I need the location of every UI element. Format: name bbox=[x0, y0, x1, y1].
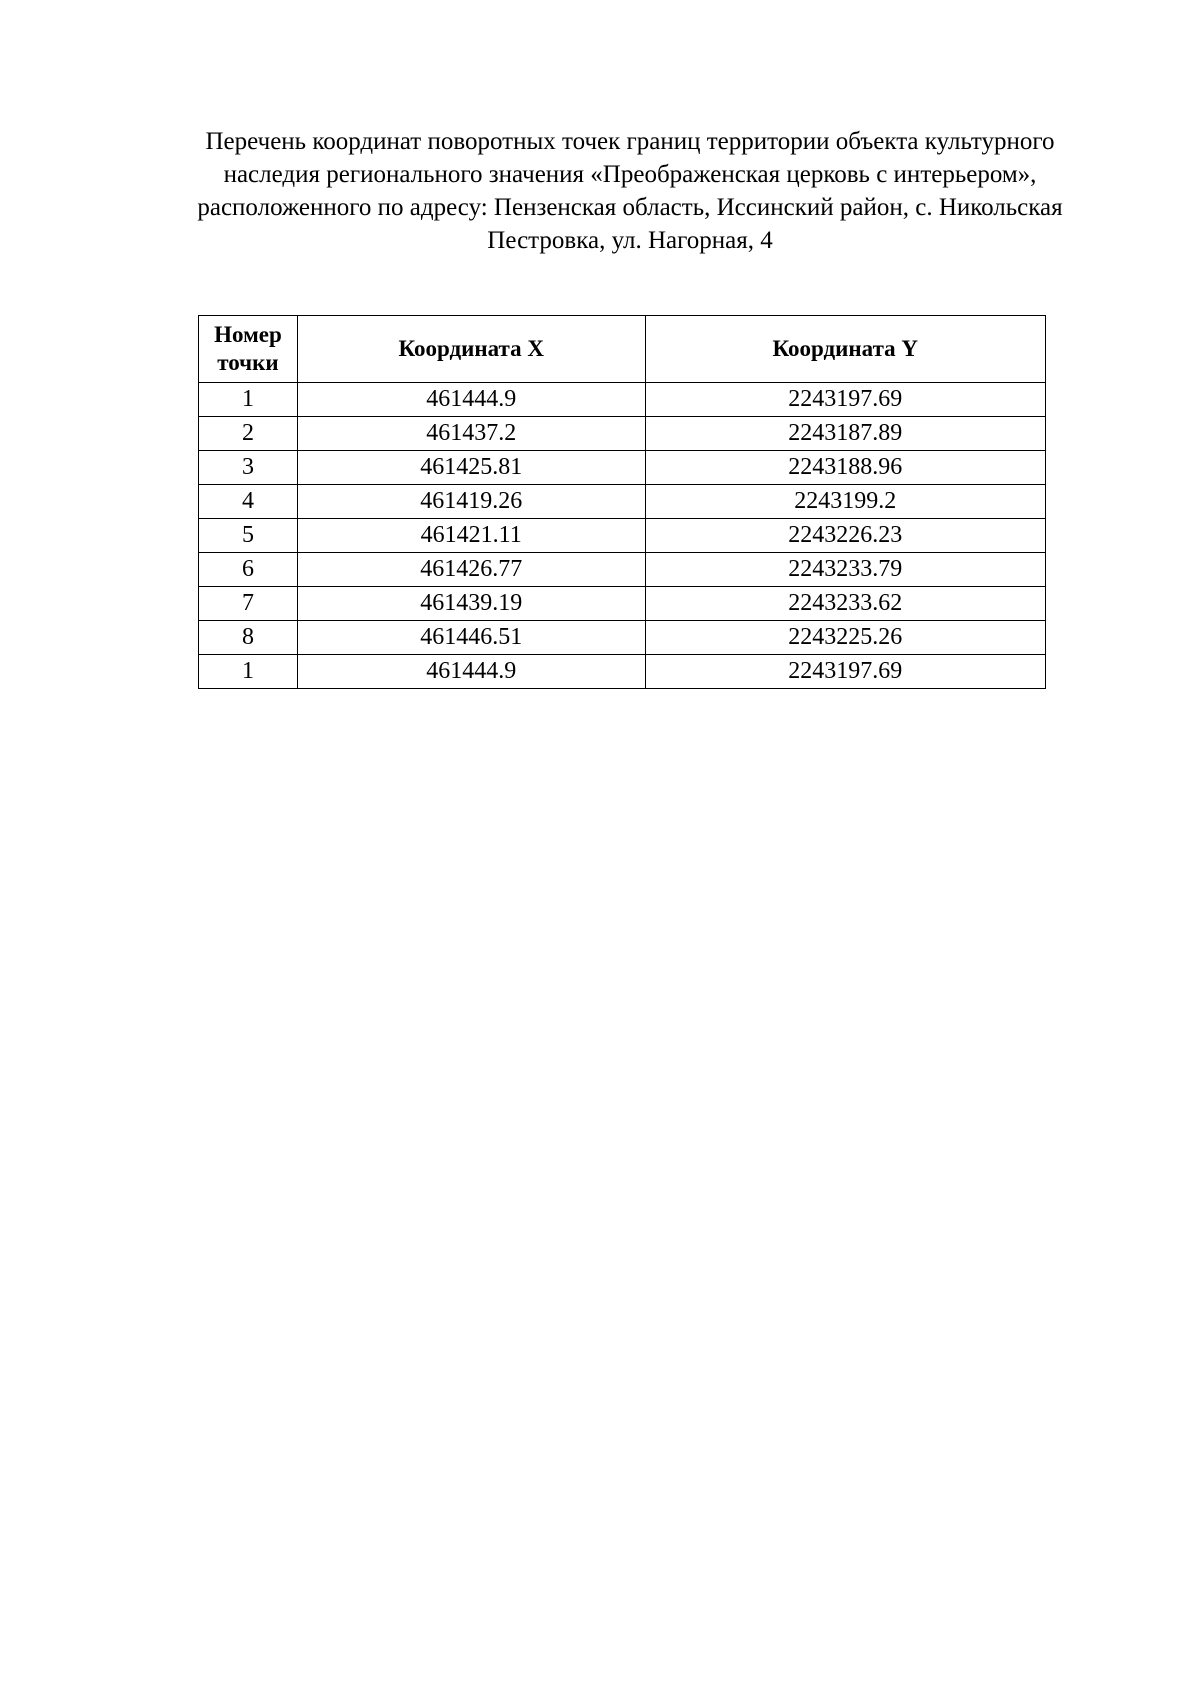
header-point-number-line2: точки bbox=[217, 350, 279, 375]
cell-coordinate-x: 461426.77 bbox=[297, 553, 645, 587]
cell-coordinate-x: 461444.9 bbox=[297, 655, 645, 689]
header-point-number bbox=[199, 316, 298, 383]
cell-coordinate-x: 461446.51 bbox=[297, 621, 645, 655]
cell-coordinate-x: 461421.11 bbox=[297, 519, 645, 553]
table-row bbox=[199, 417, 1046, 451]
title-line-3: расположенного по адресу: Пензенская область, Иссинский район, с. Никольская bbox=[197, 194, 1063, 221]
cell-point-number: 8 bbox=[199, 621, 298, 655]
cell-point-number: 6 bbox=[199, 553, 298, 587]
cell-point-number: 5 bbox=[199, 519, 298, 553]
cell-coordinate-y: 2243226.23 bbox=[645, 519, 1045, 553]
cell-coordinate-y: 2243187.89 bbox=[645, 417, 1045, 451]
header-point-number-line1: Номер bbox=[214, 322, 282, 347]
header-coordinate-y: Координата Y bbox=[645, 316, 1045, 383]
cell-coordinate-y: 2243233.79 bbox=[645, 553, 1045, 587]
cell-coordinate-x: 461419.26 bbox=[297, 485, 645, 519]
title-line-4: Пестровка, ул. Нагорная, 4 bbox=[487, 227, 773, 254]
cell-point-number: 7 bbox=[199, 587, 298, 621]
table-row bbox=[199, 485, 1046, 519]
cell-point-number: 3 bbox=[199, 451, 298, 485]
table-row bbox=[199, 451, 1046, 485]
cell-coordinate-y: 2243225.26 bbox=[645, 621, 1045, 655]
cell-coordinate-y: 2243197.69 bbox=[645, 655, 1045, 689]
cell-point-number: 1 bbox=[199, 655, 298, 689]
table-row bbox=[199, 587, 1046, 621]
cell-point-number: 1 bbox=[199, 383, 298, 417]
cell-coordinate-y: 2243199.2 bbox=[645, 485, 1045, 519]
cell-coordinate-x: 461439.19 bbox=[297, 587, 645, 621]
table-row bbox=[199, 553, 1046, 587]
coordinates-table bbox=[198, 315, 1046, 689]
table-row bbox=[199, 621, 1046, 655]
cell-coordinate-y: 2243188.96 bbox=[645, 451, 1045, 485]
table-row bbox=[199, 519, 1046, 553]
header-coordinate-x: Координата X bbox=[297, 316, 645, 383]
title-line-2: наследия регионального значения «Преображенская церковь с интерьером», bbox=[223, 161, 1037, 188]
table-header-row bbox=[199, 316, 1046, 383]
cell-point-number: 4 bbox=[199, 485, 298, 519]
cell-coordinate-y: 2243197.69 bbox=[645, 383, 1045, 417]
cell-coordinate-y: 2243233.62 bbox=[645, 587, 1045, 621]
document-title bbox=[140, 125, 1120, 257]
cell-coordinate-x: 461437.2 bbox=[297, 417, 645, 451]
title-line-1: Перечень координат поворотных точек границ территории объекта культурного bbox=[205, 128, 1055, 155]
cell-coordinate-x: 461425.81 bbox=[297, 451, 645, 485]
cell-coordinate-x: 461444.9 bbox=[297, 383, 645, 417]
table-row bbox=[199, 383, 1046, 417]
table-row bbox=[199, 655, 1046, 689]
cell-point-number: 2 bbox=[199, 417, 298, 451]
